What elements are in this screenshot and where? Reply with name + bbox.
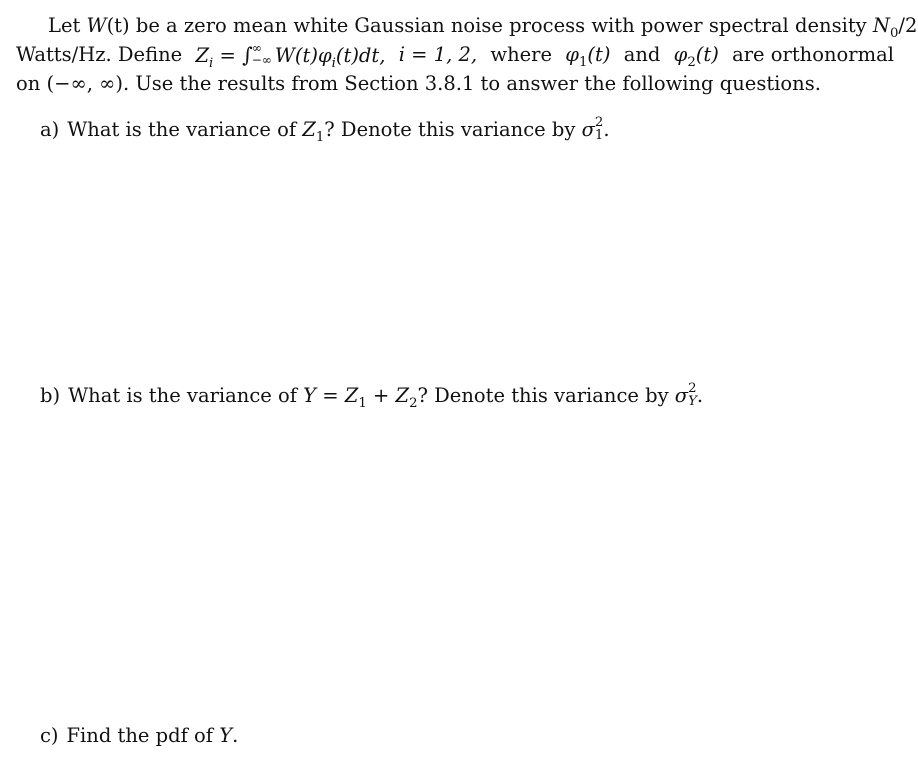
integral-limits bbox=[252, 42, 272, 66]
intro-line-1-text bbox=[48, 14, 918, 41]
text-where: where bbox=[490, 42, 553, 66]
symbol-sigma: σ bbox=[581, 118, 595, 141]
text-watts-define: Watts/Hz. Define bbox=[16, 42, 183, 66]
question-b-label: b) bbox=[40, 384, 61, 407]
symbol-phi1: φ bbox=[565, 42, 579, 66]
symbol-Z2-subscript: 2 bbox=[409, 395, 418, 411]
symbol-phi2: φ bbox=[673, 42, 688, 66]
plus-sign: + bbox=[366, 384, 396, 407]
symbol-phi1-subscript: 1 bbox=[578, 54, 588, 70]
integral-icon: ∫ bbox=[242, 42, 253, 67]
question-c-text: Find the pdf of bbox=[66, 724, 220, 747]
symbol-t-arg: (t) bbox=[106, 14, 130, 37]
sigma-subscript: 1 bbox=[594, 127, 604, 143]
symbol-Z: Z bbox=[195, 43, 210, 67]
question-c bbox=[40, 722, 238, 750]
period: . bbox=[232, 724, 239, 747]
symbol-N-subscript: 0 bbox=[889, 25, 899, 41]
period: . bbox=[603, 118, 610, 141]
symbol-N: N bbox=[872, 14, 890, 37]
text-orthonormal: are orthonormal bbox=[732, 42, 894, 66]
answer-space-a[interactable] bbox=[40, 150, 880, 370]
interval-expression: (−∞, ∞) bbox=[46, 72, 123, 95]
question-b bbox=[40, 382, 703, 410]
text-use-results: . Use the results from Section 3.8.1 to answer the following questions. bbox=[122, 72, 821, 95]
integrand: W(t)φ bbox=[274, 43, 332, 67]
symbol-Z-subscript: i bbox=[209, 55, 214, 71]
text-over-two: /2 bbox=[898, 14, 918, 37]
symbol-Z1-subscript: 1 bbox=[315, 129, 325, 145]
sigma-scripts bbox=[594, 114, 604, 143]
symbol-Z1: Z bbox=[344, 384, 359, 407]
symbol-phi2-arg: (t) bbox=[695, 42, 719, 66]
symbol-Z1: Z bbox=[302, 118, 316, 141]
integral-upper-limit: ∞ bbox=[251, 40, 262, 55]
phi1-expression bbox=[565, 41, 610, 71]
symbol-phi2-subscript: 2 bbox=[687, 54, 696, 70]
question-c-label: c) bbox=[40, 724, 59, 747]
sigma-scripts bbox=[688, 380, 697, 409]
symbol-sigma: σ bbox=[674, 384, 689, 407]
index-range: i = 1, 2, bbox=[398, 42, 478, 66]
text-on: on bbox=[16, 72, 47, 95]
phi2-expression bbox=[674, 41, 719, 71]
symbol-Y: Y bbox=[303, 384, 317, 407]
question-a-denote-text: ? Denote this variance by bbox=[324, 118, 582, 141]
symbol-Z1-subscript: 1 bbox=[358, 395, 367, 411]
equals-sign: = bbox=[213, 43, 243, 67]
question-a bbox=[40, 116, 610, 144]
question-b-denote-text: ? Denote this variance by bbox=[417, 384, 675, 407]
integrand-tail: (t)dt, bbox=[335, 43, 386, 67]
intro-line-1 bbox=[16, 12, 918, 41]
text-and: and bbox=[623, 42, 661, 66]
intro-line-3 bbox=[16, 70, 894, 99]
text-let: Let bbox=[48, 14, 87, 37]
sigma-subscript: Y bbox=[688, 393, 697, 409]
sigma-superscript: 2 bbox=[594, 114, 604, 130]
problem-statement bbox=[16, 12, 918, 99]
integral-lower-limit: −∞ bbox=[251, 53, 272, 67]
symbol-W: W bbox=[86, 14, 107, 37]
question-b-text: What is the variance of bbox=[68, 384, 304, 407]
symbol-phi1-arg: (t) bbox=[587, 42, 611, 66]
equals-sign: = bbox=[316, 384, 345, 407]
symbol-Z2: Z bbox=[395, 384, 410, 407]
sigma-superscript: 2 bbox=[688, 380, 697, 396]
integrand-subscript: i bbox=[331, 55, 336, 71]
answer-space-b[interactable] bbox=[40, 416, 880, 706]
text-description: be a zero mean white Gaussian noise process with power spectral density bbox=[129, 14, 873, 37]
symbol-Y: Y bbox=[219, 724, 233, 747]
period: . bbox=[696, 384, 704, 407]
Zi-definition bbox=[195, 41, 385, 71]
question-a-label: a) bbox=[40, 118, 60, 141]
intro-line-2 bbox=[16, 41, 894, 71]
question-a-text: What is the variance of bbox=[67, 118, 303, 141]
